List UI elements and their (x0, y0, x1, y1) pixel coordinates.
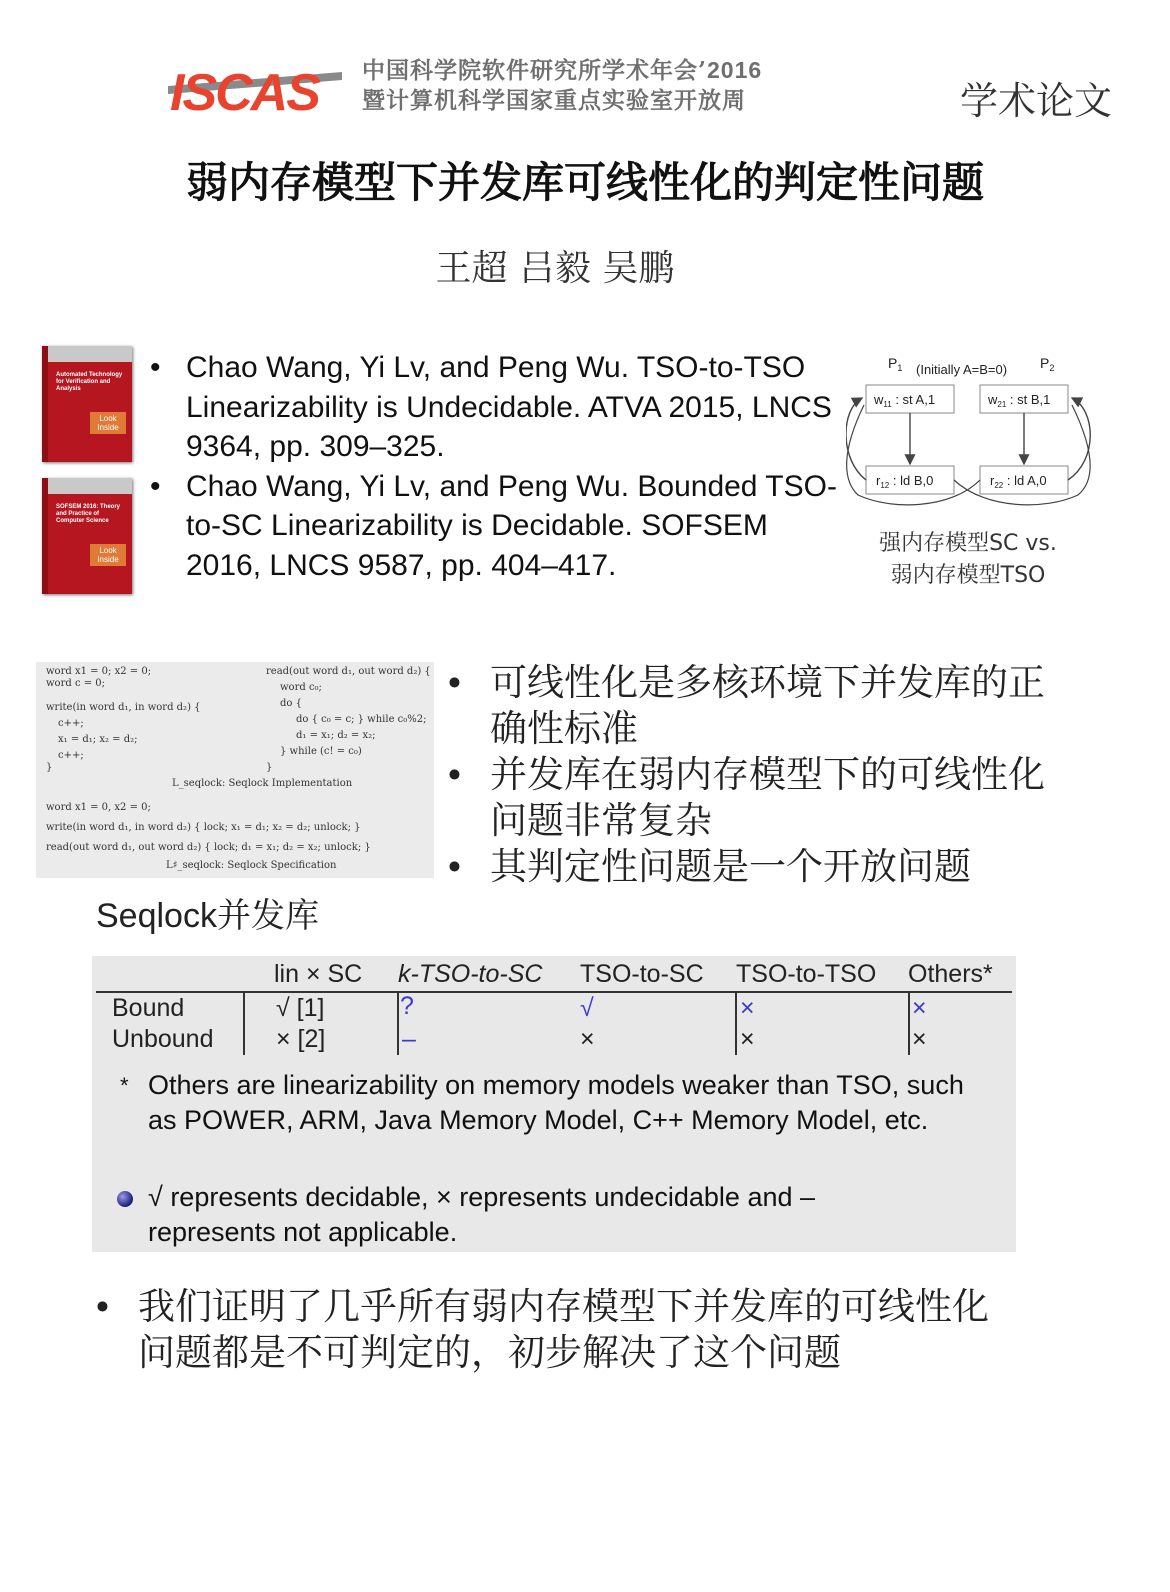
list-item-text: 并发库在弱内存模型下的可线性化问题非常复杂 (490, 753, 1045, 842)
table-cell: × (912, 994, 927, 1022)
svg-text:r12 : ld B,0: $r_{12}$ : ld B,0 (876, 473, 934, 490)
iscas-logo (166, 60, 344, 116)
table-row-label: Bound (112, 994, 185, 1022)
table-cell: √ [1] (276, 994, 325, 1022)
cover-title: Automated Technology for Verification and Analysis (56, 372, 123, 392)
footnote-star: * (120, 1073, 129, 1098)
initial-condition: (Initially A=B=0) (916, 362, 1008, 377)
code-line: word c₀; (280, 682, 322, 693)
bullet: • (448, 846, 461, 887)
table-cell: – (402, 1025, 416, 1053)
table-column-line (243, 993, 245, 1055)
code-line: } while (c! = c₀) (280, 746, 362, 757)
process-p2-label: $P_2$ (1040, 355, 1055, 373)
bullet-ball-icon (116, 1190, 134, 1208)
code-line: x₁ = d₁; x₂ = d₂; (58, 734, 138, 745)
caption-line2: 弱内存模型TSO (890, 563, 1046, 588)
conference-line1: 中国科学院软件研究所学术年会’ (362, 57, 708, 84)
w21-label: st B,1 (1017, 392, 1051, 407)
conference-name (362, 55, 762, 116)
reference-list (150, 348, 840, 585)
reference-item (150, 348, 840, 467)
table-header: k-TSO-to-SC (398, 960, 543, 988)
bullet: • (448, 662, 461, 703)
table-header: lin × SC (274, 960, 363, 988)
process-p1-label: $P_1$ (888, 355, 903, 373)
table-column-line (735, 993, 737, 1055)
list-item (448, 752, 1068, 844)
conference-line2: 暨计算机科学国家重点实验室开放周 (362, 87, 746, 114)
footnote-others: Others are linearizability on memory models weaker than TSO, such as POWER, ARM, Java Memory Model, C++ Memory Model, etc. (148, 1070, 964, 1135)
table-cell: × (740, 1025, 755, 1053)
code-line: do { c₀ = c; } while c₀%2; (296, 714, 427, 725)
book-cover-atva (42, 346, 132, 462)
table-column-line (397, 993, 399, 1055)
table-column-line (908, 993, 910, 1055)
cover-title: SOFSEM 2016: Theory and Practice of Computer Science (56, 504, 121, 524)
motivation-list (448, 660, 1068, 890)
table-cell: × (740, 994, 755, 1022)
code-line: c++; (58, 718, 84, 729)
table-divider (96, 991, 1012, 993)
authors: 王超 吕毅 吴鹏 (435, 248, 675, 289)
specification-caption: L♯_seqlock: Seqlock Specification (166, 860, 337, 871)
rf-arrow-right (1068, 398, 1090, 480)
conference-year: 2016 (707, 57, 763, 83)
conclusion-text: 我们证明了几乎所有弱内存模型下并发库的可线性化问题都是不可判定的，初步解决了这个问题 (138, 1285, 989, 1374)
svg-text:ISCAS: ISCAS (170, 64, 319, 116)
table-header: Others* (908, 960, 993, 988)
table-cell: × (580, 1025, 595, 1053)
code-line: } (266, 762, 273, 773)
diagram-caption (846, 528, 1090, 592)
list-item-text: 其判定性问题是一个开放问题 (490, 845, 971, 888)
conclusion (96, 1284, 1016, 1376)
reference-text: Chao Wang, Yi Lv, and Peng Wu. Bounded TSO-to-SC Linearizability is Decidable. SOFSEM 2016, LNCS 9587, pp. 404–417. (186, 469, 837, 582)
code-line: } (46, 762, 53, 773)
look-inside-badge: Look Inside (90, 412, 126, 434)
code-line: word x1 = 0; x2 = 0; (46, 666, 152, 677)
table-cell: √ (580, 994, 594, 1022)
seqlock-code-box (36, 662, 434, 878)
implementation-caption: L_seqlock: Seqlock Implementation (172, 778, 353, 789)
page-title: 弱内存模型下并发库可线性化的判定性问题 (185, 158, 984, 207)
book-cover-sofsem (42, 478, 132, 594)
code-line: word c = 0; (46, 678, 106, 689)
code-line: d₁ = x₁; d₂ = x₂; (296, 730, 376, 741)
svg-text:w21 : st B,1: $w_{21}$ : st B,1 (988, 392, 1051, 409)
code-line: write(in word d₁, in word d₂) { (46, 702, 201, 713)
footnote-legend: √ represents decidable, × represents undecidable and – represents not applicable. (148, 1182, 816, 1247)
w11-label: st A,1 (902, 392, 936, 407)
svg-text:r22 : ld A,0: $r_{22}$ : ld A,0 (990, 473, 1047, 490)
r12-label: ld B,0 (900, 473, 934, 488)
list-item (448, 660, 1068, 752)
table-header: TSO-to-SC (580, 960, 704, 988)
rf-arrow-left (846, 398, 866, 480)
table-cell: ? (400, 992, 414, 1020)
svg-text:w11 : st A,1: $w_{11}$ : st A,1 (874, 392, 936, 409)
reference-text: Chao Wang, Yi Lv, and Peng Wu. TSO-to-TSO Linearizability is Undecidable. ATVA 2015, LNCS 9364, pp. 309–325. (186, 351, 832, 463)
list-item-text: 可线性化是多核环境下并发库的正确性标准 (490, 661, 1045, 750)
list-item (448, 844, 1068, 890)
table-row-label: Unbound (112, 1025, 214, 1053)
look-inside-badge: Look Inside (90, 544, 126, 566)
code-line: do { (280, 698, 302, 709)
reference-item (150, 467, 840, 586)
caption-line1: 强内存模型SC vs. (879, 531, 1057, 556)
table-header: TSO-to-TSO (736, 960, 877, 988)
table-cell: × (912, 1025, 927, 1053)
bullet: • (150, 469, 161, 503)
code-line: write(in word d₁, in word d₂) { lock; x₁ = d₁; x₂ = d₂; unlock; } (46, 822, 361, 833)
bullet: • (448, 754, 461, 795)
code-line: read(out word d₁, out word d₂) { (266, 666, 431, 677)
code-line: c++; (58, 750, 84, 761)
table-cell: × [2] (276, 1025, 326, 1053)
r22-label: ld A,0 (1014, 473, 1047, 488)
bullet: • (96, 1286, 109, 1327)
memory-model-diagram (846, 350, 1096, 520)
code-line: word x1 = 0, x2 = 0; (46, 802, 151, 813)
paper-tag: 学术论文 (960, 79, 1113, 123)
seqlock-label: Seqlock并发库 (96, 897, 319, 935)
code-line: read(out word d₁, out word d₂) { lock; d₁ = x₁; d₂ = x₂; unlock; } (46, 842, 371, 853)
bullet: • (150, 351, 161, 384)
